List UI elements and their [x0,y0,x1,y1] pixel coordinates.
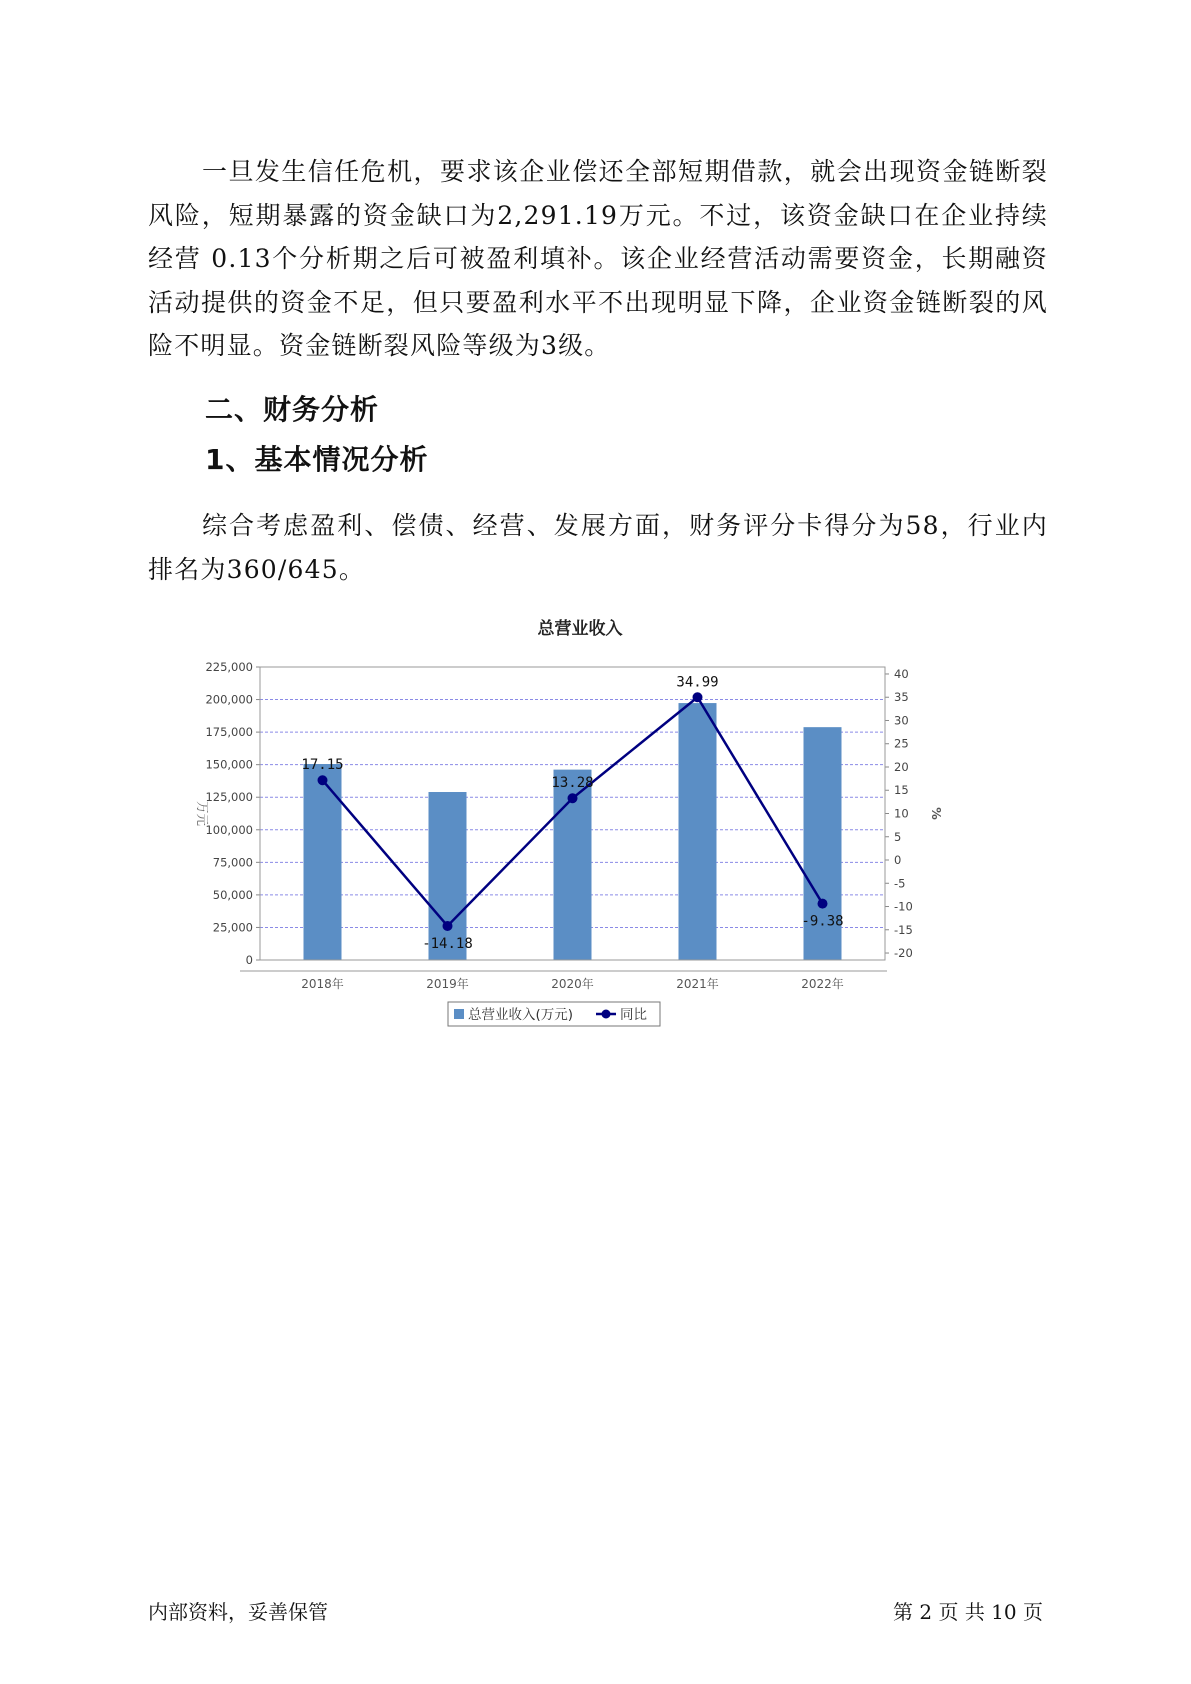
yoy-data-label: 17.15 [301,757,344,774]
revenue-bar [429,792,467,960]
x-tick-label: 2021年 [676,977,719,991]
y-right-tick-label: 5 [894,829,902,844]
y-left-axis-label: 万元 [195,800,210,827]
y-left-tick-label: 175,000 [205,725,253,740]
yoy-point [693,692,703,702]
yoy-point [318,775,328,785]
footer-page-number: 第 2 页 共 10 页 [893,1600,1043,1624]
y-left-tick-label: 0 [245,953,253,967]
y-left-tick-label: 150,000 [205,757,253,772]
y-right-tick-label: 15 [894,783,909,798]
y-left-tick-label: 25,000 [212,920,253,935]
legend-line-label: 同比 [620,1007,647,1023]
subsection-heading: 1、基本情况分析 [205,443,429,476]
y-right-tick-label: 10 [894,806,909,821]
revenue-bar [304,764,342,960]
y-left-tick-label: 100,000 [205,822,253,837]
x-tick-label: 2019年 [426,977,469,991]
y-right-tick-label: -10 [894,899,913,914]
y-left-tick-label: 50,000 [212,887,253,902]
yoy-point [443,921,453,931]
yoy-data-label: 34.99 [676,674,719,691]
y-right-tick-label: 35 [894,690,909,705]
yoy-data-label: -14.18 [422,935,473,952]
yoy-data-label: -9.38 [801,913,844,930]
x-tick-label: 2020年 [551,977,594,991]
y-right-tick-label: -5 [894,876,906,891]
revenue-chart [180,612,980,1072]
revenue-chart-svg [180,612,980,1072]
y-right-tick-label: -20 [894,946,913,961]
x-tick-label: 2022年 [801,977,844,991]
y-left-tick-label: 75,000 [212,855,253,870]
yoy-point [818,899,828,909]
y-right-tick-label: 30 [894,713,909,728]
y-right-tick-label: 40 [894,666,909,681]
y-right-tick-label: -15 [894,922,913,937]
y-left-tick-label: 200,000 [205,692,253,707]
legend-bar-label: 总营业收入(万元) [468,1007,574,1023]
legend-line-marker [602,1010,611,1019]
y-left-tick-label: 125,000 [205,790,253,805]
chart-title: 总营业收入 [537,619,623,639]
y-right-tick-label: 0 [894,853,902,868]
x-tick-label: 2018年 [301,977,344,991]
y-right-axis-label: % [929,807,944,820]
legend-bar-swatch [454,1009,464,1019]
section-heading: 二、财务分析 [205,393,380,426]
yoy-data-label: 13.28 [551,775,594,792]
y-right-tick-label: 25 [894,736,909,751]
score-paragraph: 综合考虑盈利、偿债、经营、发展方面，财务评分卡得分为58，行业内排名为360/645。 [148,511,1048,584]
risk-paragraph: 一旦发生信任危机，要求该企业偿还全部短期借款，就会出现资金链断裂风险，短期暴露的资金缺口为2,291.19万元。不过，该资金缺口在企业持续经营 0.13个分析期之后可被盈利填补。该企业经营活动需要资金，长期融资活动提供的资金不足，但只要盈利水平不出现明显下降，企业资金链断裂的风险不明显。资金链断裂风险等级为3级。 [148,157,1048,360]
revenue-bar [679,703,717,960]
y-right-tick-label: 20 [894,759,909,774]
yoy-point [568,793,578,803]
footer-confidential: 内部资料，妥善保管 [148,1600,328,1624]
y-left-tick-label: 225,000 [205,660,253,674]
